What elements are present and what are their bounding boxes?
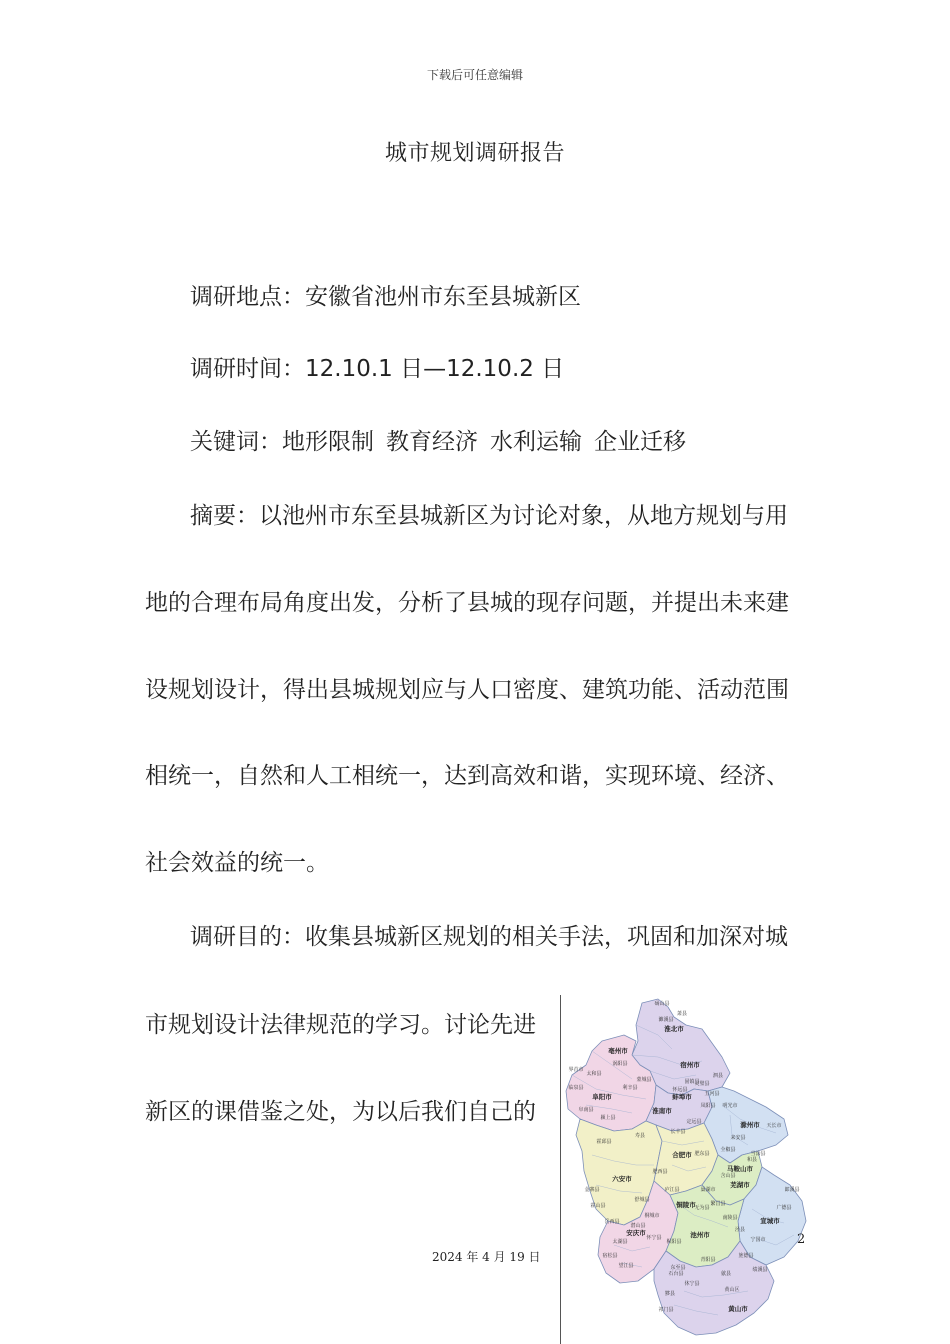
map-city-label: 宿州市 (680, 1061, 700, 1069)
map-county-label: 蒙城县 (636, 1077, 652, 1083)
field-keywords (190, 426, 686, 458)
map-county-label: 怀远县 (672, 1087, 688, 1093)
map-county-label: 休宁县 (684, 1281, 700, 1287)
map-county-label: 泗县 (712, 1073, 724, 1079)
map-county-label: 利辛县 (622, 1085, 638, 1091)
map-county-label: 潜山县 (630, 1223, 646, 1229)
map-county-label: 旌德县 (738, 1253, 754, 1259)
map-county-label: 宁国市 (750, 1237, 766, 1243)
map-county-label: 泾县 (734, 1227, 746, 1233)
map-county-label: 固镇县 (684, 1079, 700, 1085)
map-city-label: 铜陵市 (676, 1201, 696, 1209)
map-county-label: 舒城县 (634, 1197, 650, 1203)
map-county-label: 黄山区 (724, 1287, 740, 1293)
map-county-label: 怀宁县 (646, 1235, 662, 1241)
map-county-label: 砀山县 (654, 1001, 670, 1007)
column-divider (560, 995, 561, 1344)
header-note: 下载后可任意编辑 (426, 68, 523, 82)
map-county-label: 界首市 (568, 1067, 584, 1073)
map-county-label: 宿松县 (602, 1253, 618, 1259)
field-time: 调研时间：12.10.1 日—12.10.2 日 (190, 356, 565, 382)
keyword-item: 教育经济 (386, 429, 478, 455)
map-county-label: 太湖县 (612, 1239, 628, 1245)
map-county-label: 濉溪县 (658, 1017, 674, 1023)
map-city-label: 池州市 (690, 1231, 710, 1239)
map-county-label: 来安县 (730, 1135, 746, 1141)
map-county-label: 五河县 (704, 1091, 720, 1097)
map-county-label: 肥东县 (694, 1151, 710, 1157)
map-county-label: 绩溪县 (752, 1267, 768, 1273)
map-city-label: 蚌埠市 (672, 1093, 692, 1101)
map-county-label: 寿县 (634, 1133, 646, 1139)
map-county-label: 肥西县 (652, 1169, 668, 1175)
map-city-label: 亳州市 (608, 1047, 628, 1055)
map-city-label: 黄山市 (728, 1305, 748, 1313)
keywords-label: 关键词： (190, 429, 282, 455)
map-county-label: 歙县 (720, 1271, 732, 1277)
map-city-label: 安庆市 (626, 1229, 646, 1237)
map-county-label: 涡阳县 (612, 1061, 628, 1067)
purpose-line: 新区的课借鉴之处，为以后我们自己的 (145, 1099, 536, 1125)
map-graphic (562, 995, 812, 1344)
map-county-label: 霍邱县 (596, 1139, 612, 1145)
purpose-line: 调研目的：收集县城新区规划的相关手法，巩固和加深对城 (190, 924, 788, 950)
abstract-line: 地的合理布局角度出发，分析了县城的现存问题，并提出未来建 (145, 590, 789, 616)
map-city-label: 宣城市 (760, 1217, 780, 1225)
map-county-label: 当涂县 (750, 1151, 766, 1157)
abstract-line: 摘要：以池州市东至县城新区为讨论对象，从地方规划与用 (190, 503, 788, 529)
map-county-label: 临泉县 (568, 1085, 584, 1091)
map-county-label: 繁昌县 (710, 1201, 726, 1207)
purpose-line: 市规划设计法律规范的学习。讨论先进 (145, 1012, 536, 1038)
map-county-label: 长丰县 (670, 1129, 686, 1135)
map-county-label: 石台县 (668, 1271, 684, 1277)
map-county-label: 和县 (746, 1157, 758, 1163)
map-city-label: 阜阳市 (592, 1093, 612, 1101)
abstract-line: 社会效益的统一。 (145, 850, 329, 876)
map-county-label: 定远县 (686, 1119, 702, 1125)
map-city-label: 合肥市 (672, 1151, 692, 1159)
map-city-label: 六安市 (612, 1175, 632, 1183)
map-county-label: 枞阳县 (666, 1239, 682, 1245)
map-county-label: 岳西县 (604, 1219, 620, 1225)
map-county-label: 祁门县 (658, 1307, 674, 1313)
map-city-label: 芜湖市 (730, 1181, 750, 1189)
abstract-line: 相统一，自然和人工相统一，达到高效和谐，实现环境、经济、 (145, 763, 789, 789)
field-location: 调研地点：安徽省池州市东至县城新区 (190, 284, 581, 310)
map-county-label: 南陵县 (722, 1215, 738, 1221)
anhui-province-map (562, 995, 812, 1344)
map-county-label: 东至县 (670, 1265, 686, 1271)
map-city-label: 淮南市 (652, 1107, 672, 1115)
document-date: 2024 年 4 月 19 日 (432, 1250, 541, 1264)
map-county-label: 灵璧县 (694, 1081, 710, 1087)
map-county-label: 含山县 (720, 1173, 736, 1179)
map-county-label: 金寨县 (584, 1187, 600, 1193)
map-county-label: 萧县 (676, 1011, 688, 1017)
map-county-label: 天长市 (766, 1123, 782, 1129)
keyword-item: 企业迁移 (594, 429, 686, 455)
map-county-label: 郎溪县 (784, 1187, 800, 1193)
map-county-label: 青阳县 (700, 1257, 716, 1263)
map-city-label: 淮北市 (664, 1025, 684, 1033)
keyword-item: 地形限制 (282, 429, 374, 455)
map-county-label: 霍山县 (590, 1203, 606, 1209)
map-county-label: 巢湖市 (700, 1187, 716, 1193)
page-title: 城市规划调研报告 (384, 141, 565, 166)
map-county-label: 庐江县 (664, 1187, 680, 1193)
map-county-label: 桐城市 (644, 1213, 660, 1219)
page-number: 2 (797, 1232, 806, 1247)
map-county-label: 广德县 (776, 1205, 792, 1211)
map-county-label: 太和县 (586, 1071, 602, 1077)
map-city-label: 滁州市 (740, 1121, 760, 1129)
map-county-label: 全椒县 (720, 1147, 736, 1153)
map-city-label: 马鞍山市 (727, 1165, 753, 1173)
map-county-label: 无为县 (694, 1205, 710, 1211)
map-county-label: 阜南县 (578, 1107, 594, 1113)
map-county-label: 黟县 (664, 1291, 676, 1297)
keyword-item: 水利运输 (490, 429, 582, 455)
map-county-label: 明光市 (722, 1103, 738, 1109)
map-county-label: 颍上县 (600, 1115, 616, 1121)
abstract-line: 设规划设计，得出县城规划应与人口密度、建筑功能、活动范围 (145, 677, 789, 703)
map-county-label: 望江县 (618, 1263, 634, 1269)
map-county-label: 凤阳县 (700, 1103, 716, 1109)
